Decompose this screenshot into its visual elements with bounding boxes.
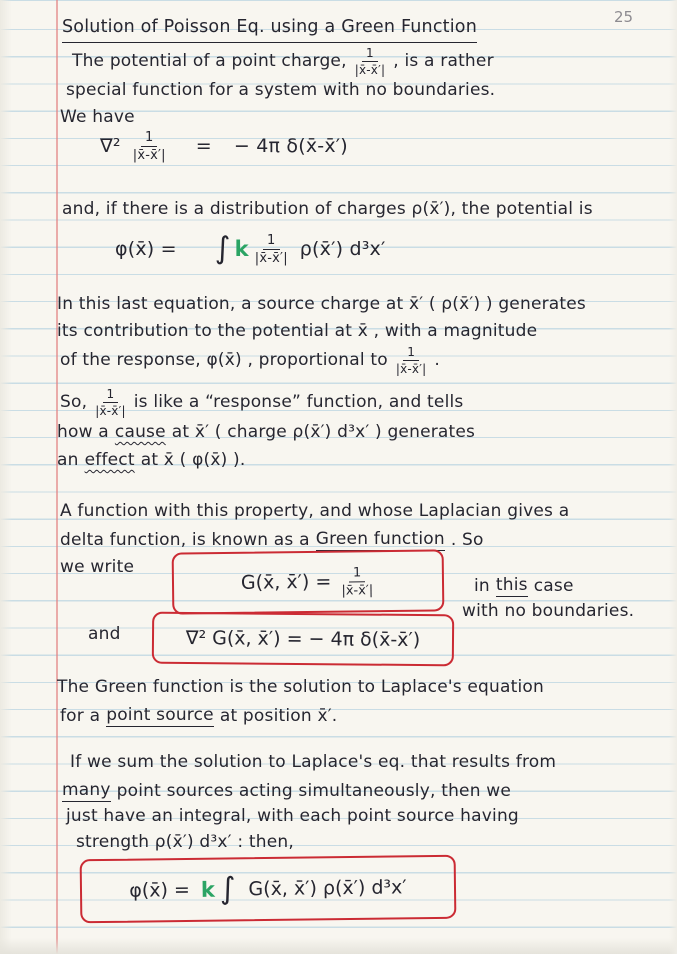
fraction-one-over-distance: $\frac{1}{|x̄-x̄'|}$ (354, 46, 386, 77)
response-text-2a: how a (57, 422, 109, 442)
sum-line-2 (62, 780, 511, 802)
cause-underlined: cause (114, 422, 166, 442)
boxed-green-function-definition (172, 549, 445, 614)
point-source-underlined: point source (106, 705, 214, 727)
paper-edge-right (669, 0, 677, 954)
sum-line-3 (66, 806, 519, 826)
intro-text-1a: The potential of a point charge, (72, 51, 347, 72)
distribution-text: and, if there is a distribution of charges ρ(x̄′), the potential is (62, 199, 593, 219)
this-underlined: this (496, 575, 528, 597)
source-text-2: its contribution to the potential at x̄ , with a magnitude (57, 321, 538, 341)
and-label (88, 624, 121, 644)
response-text-1a: So, (60, 392, 88, 413)
case-note-line-1 (474, 575, 574, 597)
fraction-one-over-distance: $\frac{1}{|x̄-x̄'|}$ (132, 130, 166, 163)
sum-text-3: just have an integral, with each point source having (66, 806, 519, 826)
source-line-3 (60, 346, 440, 375)
green-line-3 (60, 557, 134, 577)
solution-text-2a: for a (60, 706, 101, 726)
laplacian-rhs: − 4π δ(x̄-x̄′) (233, 135, 348, 158)
title-line (62, 17, 477, 43)
sum-text-1: If we sum the solution to Laplace's eq. that results from (70, 752, 557, 772)
case-note-line-2 (462, 601, 634, 621)
laplacian-green-equation: ∇² G(x̄, x̄′) = − 4π δ(x̄-x̄′) (185, 626, 421, 652)
integral-sign: ∫ (214, 231, 231, 266)
source-text-3-end: . (434, 350, 440, 371)
solution-text-2b: at position x̄′. (219, 706, 338, 726)
source-line-2 (57, 321, 537, 341)
green-function-lhs: G(x̄, x̄′) = (240, 570, 332, 594)
case-note-1b: case (533, 576, 574, 596)
response-line-1 (60, 388, 463, 417)
intro-line-3 (60, 107, 135, 127)
intro-line-1 (72, 47, 494, 76)
source-line-1 (57, 294, 586, 314)
solution-rhs: G(x̄, x̄′) ρ(x̄′) d³x′ (248, 876, 407, 901)
response-text-2b: at x̄′ ( charge ρ(x̄′) d³x′ ) generates (171, 422, 476, 442)
distribution-line (62, 199, 593, 219)
fraction-one-over-distance: $\frac{1}{|x̄-x̄'|}$ (254, 233, 288, 266)
response-text-3b: at x̄ ( φ(x̄) ). (140, 450, 246, 470)
solution-lhs: φ(x̄) = (129, 878, 191, 902)
paper-edge-left (0, 0, 12, 954)
green-line-2 (60, 529, 484, 551)
response-line-3 (57, 450, 245, 470)
source-text-3: of the response, φ(x̄) , proportional to (60, 350, 388, 371)
fraction-one-over-distance: $\frac{1}{|x̄-x̄'|}$ (395, 345, 427, 376)
intro-text-1b: , is a rather (393, 51, 494, 72)
equals-sign: = (195, 135, 212, 158)
source-text-1: In this last equation, a source charge at x̄′ ( ρ(x̄′) ) generates (57, 294, 586, 314)
effect-underlined: effect (84, 450, 135, 470)
green-text-1: A function with this property, and whose Laplacian gives a (60, 501, 570, 521)
paper-edge-bottom (0, 938, 677, 954)
page-title: Solution of Poisson Eq. using a Green Function (62, 17, 477, 43)
case-note-2: with no boundaries. (462, 601, 635, 621)
boxed-laplacian-of-green-function (152, 612, 454, 667)
intro-text-3: We have (60, 107, 135, 127)
case-note-1a: in (474, 576, 490, 596)
page-number: 25 (614, 8, 634, 26)
integral-sign: ∫ (219, 870, 236, 907)
potential-lhs: φ(x̄) = (115, 238, 177, 261)
coulomb-constant-k: k (200, 877, 215, 902)
response-text-3a: an (57, 450, 79, 470)
response-line-2 (57, 422, 475, 442)
green-text-3: we write (60, 557, 135, 577)
equation-potential (115, 231, 386, 266)
coulomb-constant-k: k (234, 236, 249, 261)
response-text-1b: is like a “response” function, and tells (133, 392, 464, 413)
solution-line-2 (60, 705, 337, 727)
many-underlined: many (62, 780, 111, 802)
solution-text-1: The Green function is the solution to Laplace's equation (57, 677, 545, 697)
margin-rule-line (56, 0, 58, 954)
green-text-2a: delta function, is known as a (60, 530, 310, 550)
sum-line-4 (76, 832, 294, 852)
equation-laplacian (100, 131, 348, 162)
fraction-one-over-distance: $\frac{1}{|x̄-x̄'|}$ (95, 387, 126, 418)
sum-line-1 (70, 752, 556, 772)
sum-text-2b: point sources acting simultaneously, then we (116, 781, 512, 801)
solution-line-1 (57, 677, 544, 697)
sum-text-4: strength ρ(x̄′) d³x′ : then, (76, 832, 294, 852)
green-text-2b: . So (450, 530, 484, 550)
fraction-one-over-distance: $\frac{1}{|x̄-x̄'|}$ (341, 564, 374, 599)
boxed-potential-solution (80, 855, 457, 924)
potential-rhs: ρ(x̄′) d³x′ (299, 238, 386, 261)
green-line-1 (60, 501, 569, 521)
and-text: and (88, 624, 121, 644)
nabla-squared: ∇² (100, 135, 121, 158)
intro-line-2 (66, 80, 495, 100)
intro-text-2: special function for a system with no boundaries. (66, 80, 496, 100)
green-function-underlined: Green function (316, 529, 445, 551)
